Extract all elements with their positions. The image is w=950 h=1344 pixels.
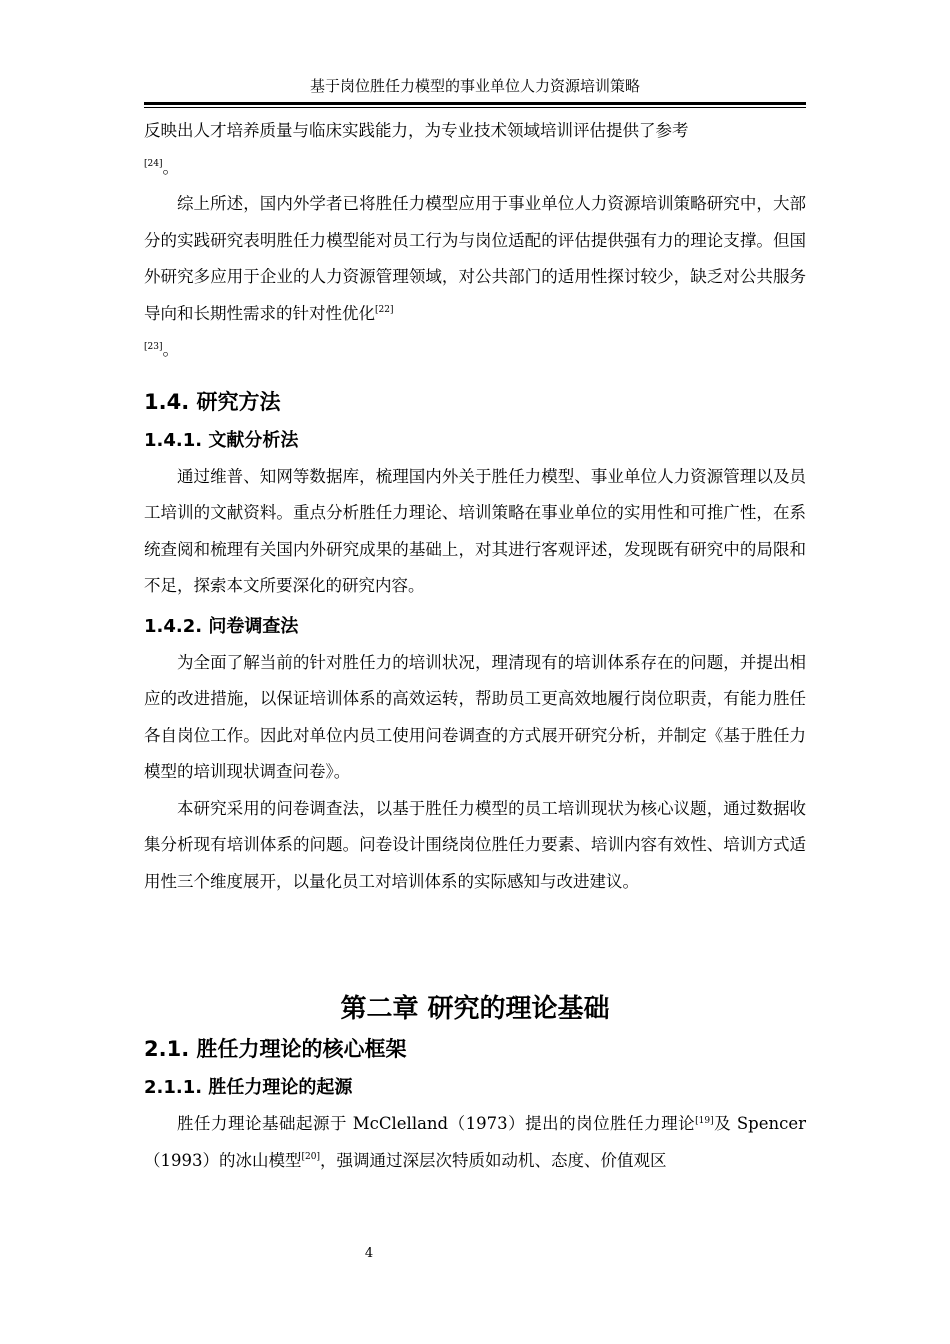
citation-ref: [23] <box>144 341 163 352</box>
citation-ref: [20] <box>301 1152 320 1163</box>
paragraph-tail: 。 <box>162 340 179 359</box>
section-heading-1-4: 1.4. 研究方法 <box>144 389 281 414</box>
header-rule-thick <box>144 102 806 105</box>
paragraph-text: 综上所述，国内外学者已将胜任力模型应用于事业单位人力资源培训策略研究中，大部分的实践研究表明胜任力模型能对员工行为与岗位适配的评估提供强有力的理论支撑。但国外研究多应用于企业的人力资源管理领域，对公共部门的适用性探讨较少，缺乏对公共服务导向和长期性需求的针对性优化 <box>144 194 806 323</box>
paragraph-text: ，强调通过深层次特质如动机、态度、价值观区 <box>319 1150 667 1170</box>
page-number: 4 <box>364 1246 374 1261</box>
paragraph-questionnaire-2: 本研究采用的问卷调查法，以基于胜任力模型的员工培训现状为核心议题，通过数据收集分析现有培训体系的问题。问卷设计围绕岗位胜任力要素、培训内容有效性、培训方式适用性三个维度展开，以量化员工对培训体系的实际感知与改进建议。 <box>144 798 806 891</box>
paragraph-literature-analysis: 通过维普、知网等数据库，梳理国内外关于胜任力模型、事业单位人力资源管理以及员工培训的文献资料。重点分析胜任力理论、培训策略在事业单位的实用性和可推广性，在系统查阅和梳理有关国内外研究成果的基础上，对其进行客观评述，发现既有研究中的局限和不足，探索本文所要深化的研究内容。 <box>144 466 806 595</box>
paragraph-competency-origin <box>144 1106 806 1179</box>
paragraph-continuation <box>144 113 806 186</box>
paragraph-text: 胜任力理论基础起源于 McClelland（1973）提出的岗位胜任力理论 <box>177 1114 696 1133</box>
section-heading-2-1: 2.1. 胜任力理论的核心框架 <box>144 1037 407 1061</box>
header-rule-thin <box>144 107 806 108</box>
paragraph-text: 反映出人才培养质量与临床实践能力，为专业技术领域培训评估提供了参考 <box>144 121 689 140</box>
page-body <box>144 113 806 1179</box>
paragraph-text: 及 Spencer（1993）的冰山模型 <box>144 1114 806 1170</box>
subsection-heading-1-4-1: 1.4.1. 文献分析法 <box>144 429 299 451</box>
citation-ref: [19] <box>695 1115 714 1126</box>
chapter-title: 第二章 研究的理论基础 <box>340 994 610 1024</box>
paragraph-summary <box>144 186 806 369</box>
subsection-heading-1-4-2: 1.4.2. 问卷调查法 <box>144 615 299 637</box>
paragraph-questionnaire-1: 为全面了解当前的针对胜任力的培训状况，理清现有的培训体系存在的问题，并提出相应的改进措施，以保证培训体系的高效运转，帮助员工更高效地履行岗位职责，有能力胜任各自岗位工作。因此对单位内员工使用问卷调查的方式展开研究分析，并制定《基于胜任力模型的培训现状调查问卷》。 <box>144 652 806 781</box>
citation-ref: [24] <box>144 159 163 170</box>
running-header: 基于岗位胜任力模型的事业单位人力资源培训策略 <box>309 77 640 95</box>
paragraph-tail: 。 <box>162 157 179 177</box>
citation-ref: [22] <box>375 305 394 316</box>
subsection-heading-2-1-1: 2.1.1. 胜任力理论的起源 <box>144 1077 353 1098</box>
